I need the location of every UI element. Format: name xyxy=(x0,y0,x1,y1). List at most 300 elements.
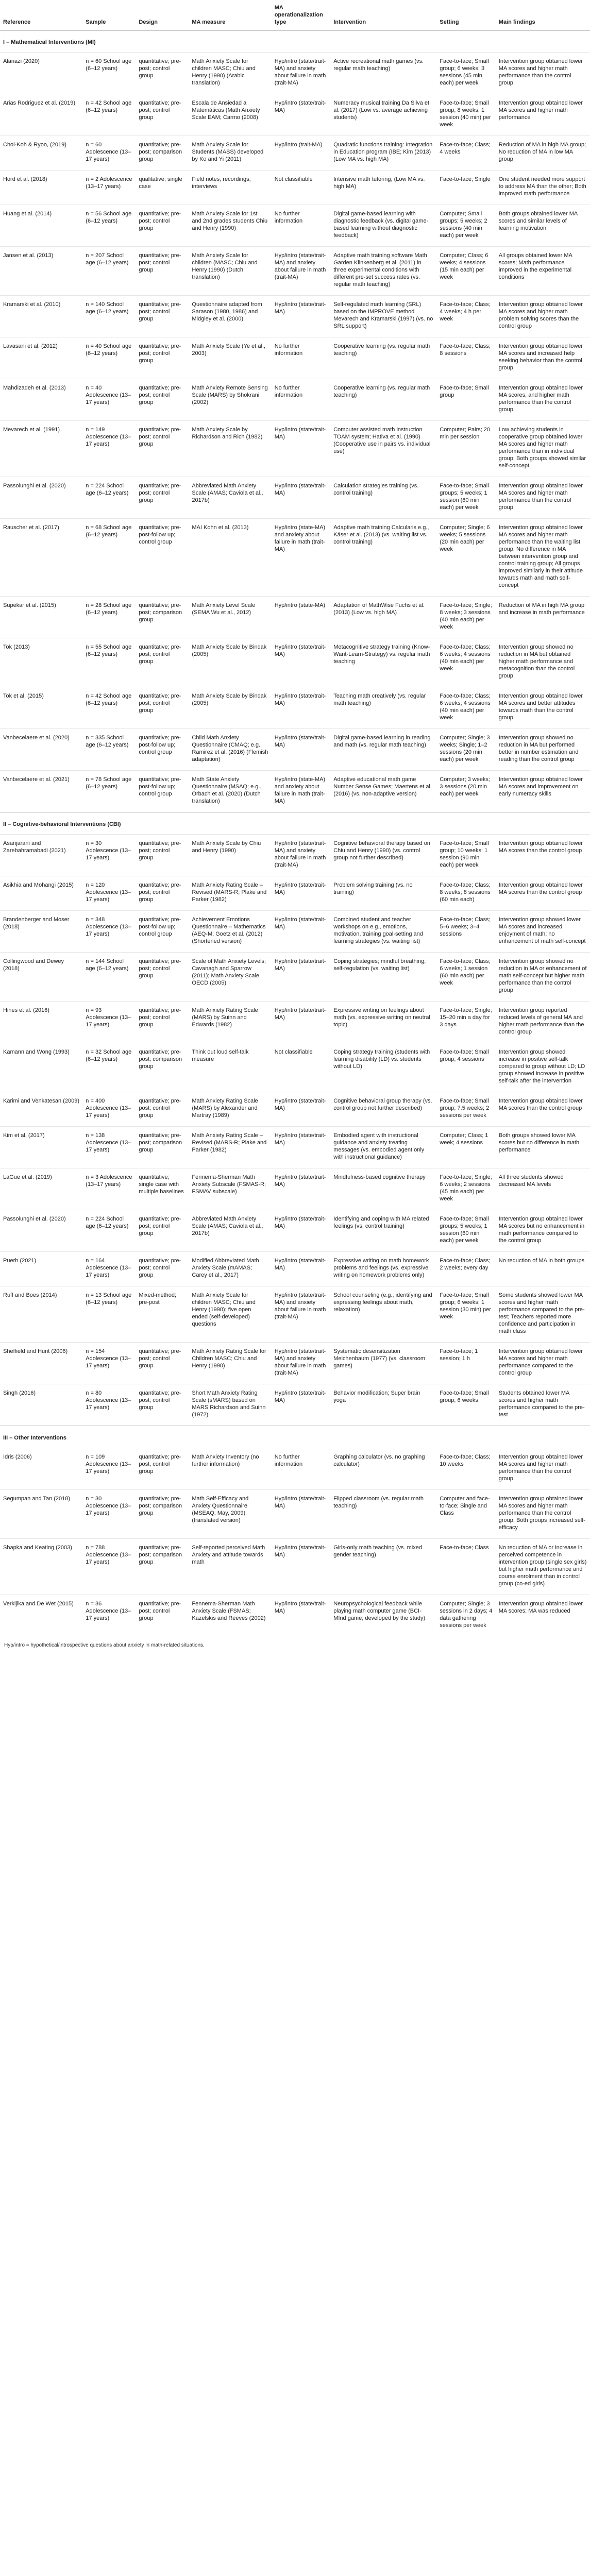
table-cell: Fennema-Sherman Math Anxiety Subscale (FSMAS-R; FSMAV subscale) xyxy=(189,1168,271,1210)
table-cell: Hyp/intro (state/trait-MA) xyxy=(272,94,331,136)
table-cell: Computer; Class; 1 week; 4 sessions xyxy=(436,1127,496,1168)
table-cell: quantitative; pre-post; control group xyxy=(136,1252,189,1286)
table-row xyxy=(0,1343,590,1384)
table-cell: Hyp/intro (state/trait-MA) xyxy=(272,729,331,771)
table-cell: Math Anxiety Scale for children MASC; Chiu and Henry (1990); five open ended (self-developed) questions xyxy=(189,1286,271,1343)
table-row xyxy=(0,379,590,421)
table-row xyxy=(0,1002,590,1043)
table-cell: n = 55 School age (6–12 years) xyxy=(82,638,136,687)
table-cell: Expressive writing on math homework problems and feelings (vs. expressive writing on homework problems only) xyxy=(330,1252,436,1286)
table-cell: n = 2 Adolescence (13–17 years) xyxy=(82,171,136,205)
column-header: Design xyxy=(136,0,189,30)
table-cell: quantitative; pre-post; comparison group xyxy=(136,136,189,171)
table-cell: quantitative; pre-post; control group xyxy=(136,247,189,296)
table-cell: Hyp/intro (state/trait-MA) xyxy=(272,1092,331,1127)
table-cell: Self-reported perceived Math Anxiety and attitude towards math xyxy=(189,1539,271,1595)
table-cell: Not classifiable xyxy=(272,1043,331,1092)
table-row xyxy=(0,911,590,953)
table-cell: n = 140 School age (6–12 years) xyxy=(82,296,136,337)
table-cell: No reduction of MA or increase in perceived competence in intervention group (single sex girls) but higher math performance and course enrolment than in control group (co-ed girls) xyxy=(496,1539,590,1595)
table-cell: Coping strategies; mindful breathing; self-regulation (vs. waiting list) xyxy=(330,953,436,1002)
table-cell: Kamann and Wong (1993) xyxy=(0,1043,82,1092)
table-cell: Ruff and Boes (2014) xyxy=(0,1286,82,1343)
table-cell: Math Anxiety Level Scale (SEMA Wu et al., 2012) xyxy=(189,597,271,638)
table-cell: quantitative; pre-post; control group xyxy=(136,953,189,1002)
table-cell: Math Self-Efficacy and Anxiety Questionnaire (MSEAQ; May, 2009) (translated version) xyxy=(189,1490,271,1539)
table-cell: Face-to-face; Small group; 4 sessions xyxy=(436,1043,496,1092)
table-cell: quantitative; pre-post; control group xyxy=(136,477,189,519)
table-cell: quantitative; pre-post; control group xyxy=(136,835,189,876)
table-cell: Hyp/intro (state/trait-MA) xyxy=(272,1252,331,1286)
table-cell: Hyp/intro (state/trait-MA) xyxy=(272,1168,331,1210)
table-cell: quantitative; pre-post; control group xyxy=(136,1448,189,1490)
table-cell: Math Anxiety Scale by Bindak (2005) xyxy=(189,638,271,687)
table-cell: Face-to-face; Small groups; 5 weeks; 1 session (60 min each) per week xyxy=(436,1210,496,1252)
table-cell: Hyp/intro (state/trait-MA) xyxy=(272,638,331,687)
table-body xyxy=(0,30,590,1637)
table-row xyxy=(0,337,590,379)
table-row xyxy=(0,876,590,911)
table-cell: Expressive writing on feelings about math (vs. expressive writing on neutral topic) xyxy=(330,1002,436,1043)
table-cell: n = 120 Adolescence (13–17 years) xyxy=(82,876,136,911)
table-cell: quantitative; pre-post; control group xyxy=(136,337,189,379)
table-cell: Math Anxiety Scale for 1st and 2nd grades students Chiu and Henry (1990) xyxy=(189,205,271,247)
table-cell: Math Anxiety Rating Scale – Revised (MARS-R; Plake and Parker (1982) xyxy=(189,876,271,911)
table-cell: quantitative; pre-post; control group xyxy=(136,1384,189,1426)
table-cell: Tok (2013) xyxy=(0,638,82,687)
table-cell: Sheffield and Hunt (2006) xyxy=(0,1343,82,1384)
table-cell: Brandenberger and Moser (2018) xyxy=(0,911,82,953)
table-cell: quantitative; pre-post; control group xyxy=(136,1210,189,1252)
table-cell: quantitative; pre-post-follow up; control group xyxy=(136,519,189,597)
table-cell: Child Math Anxiety Questionnaire (CMAQ; e.g., Ramirez et al. (2016) (Flemish adaptation) xyxy=(189,729,271,771)
table-cell: Students obtained lower MA scores and higher math performance compared to the pre-test xyxy=(496,1384,590,1426)
table-cell: Face-to-face; Class; 8 sessions xyxy=(436,337,496,379)
table-cell: Face-to-face; Single; 8 weeks; 3 sessions (40 min each) per week xyxy=(436,597,496,638)
table-cell: No reduction of MA in both groups xyxy=(496,1252,590,1286)
table-cell: Face-to-face; Class; 5–6 weeks; 3–4 sessions xyxy=(436,911,496,953)
table-cell: Computer; Pairs; 20 min per session xyxy=(436,421,496,477)
table-cell: Computer and face-to-face; Single and Class xyxy=(436,1490,496,1539)
table-cell: Tok et al. (2015) xyxy=(0,687,82,729)
table-cell: quantitative; pre-post; control group xyxy=(136,379,189,421)
table-row xyxy=(0,729,590,771)
table-cell: Hyp/intro (state/trait-MA) xyxy=(272,1490,331,1539)
section-row xyxy=(0,30,590,53)
table-cell: Graphing calculator (vs. no graphing calculator) xyxy=(330,1448,436,1490)
table-cell: quantitative; pre-post; control group xyxy=(136,876,189,911)
table-cell: n = 40 School age (6–12 years) xyxy=(82,337,136,379)
table-cell: quantitative; pre-post; control group xyxy=(136,687,189,729)
table-row xyxy=(0,1127,590,1168)
table-cell: Face-to-face; Class; 6 weeks; 4 sessions (40 min each) per week xyxy=(436,687,496,729)
table-cell: LaGue et al. (2019) xyxy=(0,1168,82,1210)
table-cell: Hyp/intro (state/trait-MA) xyxy=(272,1539,331,1595)
table-cell: Mahdizadeh et al. (2013) xyxy=(0,379,82,421)
table-cell: Digital game-based learning with diagnostic feedback (vs. digital game-based learning without diagnostic feedback) xyxy=(330,205,436,247)
column-header: Reference xyxy=(0,0,82,30)
table-cell: Arias Rodriguez et al. (2019) xyxy=(0,94,82,136)
table-row xyxy=(0,1595,590,1637)
table-cell: Hyp/intro (state/trait-MA) and anxiety about failure in math (trait-MA) xyxy=(272,53,331,94)
table-cell: n = 224 School age (6–12 years) xyxy=(82,1210,136,1252)
table-cell: Math Anxiety Scale by Richardson and Rich (1982) xyxy=(189,421,271,477)
table-row xyxy=(0,1092,590,1127)
table-cell: Intensive math tutoring; (Low MA vs. high MA) xyxy=(330,171,436,205)
table-cell: n = 30 Adolescence (13–17 years) xyxy=(82,1490,136,1539)
table-cell: Math Anxiety Scale for Students (MASS) developed by Ko and Yi (2011) xyxy=(189,136,271,171)
table-cell: Hyp/intro (state/trait-MA) xyxy=(272,1002,331,1043)
table-cell: Hyp/intro (trait-MA) xyxy=(272,136,331,171)
table-cell: Hyp/intro (state/trait-MA) xyxy=(272,1595,331,1637)
table-cell: Singh (2016) xyxy=(0,1384,82,1426)
table-cell: Cognitive behavioral therapy based on Chiu and Henry (1990) (vs. control group not further described) xyxy=(330,835,436,876)
table-cell: Vanbecelaere et al. (2021) xyxy=(0,771,82,812)
table-cell: Problem solving training (vs. no training) xyxy=(330,876,436,911)
table-cell: Face-to-face; Small groups; 5 weeks; 1 session (60 min each) per week xyxy=(436,477,496,519)
column-header: MA measure xyxy=(189,0,271,30)
table-cell: n = 32 School age (6–12 years) xyxy=(82,1043,136,1092)
table-cell: Abbreviated Math Anxiety Scale (AMAS; Caviola et al., 2017b) xyxy=(189,477,271,519)
table-cell: Hyp/intro (state/trait-MA) xyxy=(272,876,331,911)
table-cell: Passolunghi et al. (2020) xyxy=(0,477,82,519)
table-row xyxy=(0,519,590,597)
table-cell: Hyp/intro (state/trait-MA) and anxiety about failure in math (trait-MA) xyxy=(272,1286,331,1343)
table-cell: Face-to-face; Class xyxy=(436,1539,496,1595)
table-cell: No further information xyxy=(272,337,331,379)
table-header xyxy=(0,0,590,30)
table-row xyxy=(0,136,590,171)
table-cell: n = 224 School age (6–12 years) xyxy=(82,477,136,519)
table-cell: n = 788 Adolescence (13–17 years) xyxy=(82,1539,136,1595)
table-row xyxy=(0,1286,590,1343)
table-cell: Face-to-face; Small group xyxy=(436,379,496,421)
table-cell: Passolunghi et al. (2020) xyxy=(0,1210,82,1252)
table-cell: n = 40 Adolescence (13–17 years) xyxy=(82,379,136,421)
table-cell: Combined student and teacher workshops on e.g., emotions, motivation, training goal-setting and learning strategies (vs. waiting list) xyxy=(330,911,436,953)
table-cell: Hyp/intro (state-MA) and anxiety about failure in math (trait-MA) xyxy=(272,519,331,597)
table-cell: Face-to-face; Small group; 10 weeks; 1 session (90 min each) per week xyxy=(436,835,496,876)
table-row xyxy=(0,771,590,812)
table-cell: Mixed-method; pre-post xyxy=(136,1286,189,1343)
table-cell: Adaptation of MathWise Fuchs et al. (2013) (Low vs. high MA) xyxy=(330,597,436,638)
table-cell: Short Math Anxiety Rating Scale (sMARS) based on MARS Richardson and Suinn (1972) xyxy=(189,1384,271,1426)
table-cell: Idris (2006) xyxy=(0,1448,82,1490)
table-cell: Intervention group obtained lower MA scores, and higher math performance than the control group xyxy=(496,379,590,421)
table-cell: n = 80 Adolescence (13–17 years) xyxy=(82,1384,136,1426)
table-cell: quantitative; pre-post; comparison group xyxy=(136,1490,189,1539)
table-cell: Numeracy musical training Da Silva et al. (2017) (Low vs. average achieving students) xyxy=(330,94,436,136)
table-cell: Segumpan and Tan (2018) xyxy=(0,1490,82,1539)
table-cell: Asanjarani and Zarebahramabadi (2021) xyxy=(0,835,82,876)
table-cell: Face-to-face; Small group; 6 weeks xyxy=(436,1384,496,1426)
table-cell: Shapka and Keating (2003) xyxy=(0,1539,82,1595)
table-cell: Think out loud self-talk measure xyxy=(189,1043,271,1092)
table-cell: Adaptive educational math game Number Sense Games; Maertens et al. (2016) (vs. non-adaptive version) xyxy=(330,771,436,812)
table-cell: Rauscher et al. (2017) xyxy=(0,519,82,597)
table-row xyxy=(0,1043,590,1092)
table-cell: No further information xyxy=(272,205,331,247)
table-row xyxy=(0,687,590,729)
table-cell: Active recreational math games (vs. regular math teaching) xyxy=(330,53,436,94)
table-cell: Digital game-based learning in reading and math (vs. regular math teaching) xyxy=(330,729,436,771)
table-cell: n = 60 School age (6–12 years) xyxy=(82,53,136,94)
table-row xyxy=(0,638,590,687)
column-header: MA operationalization type xyxy=(272,0,331,30)
table-cell: Math State Anxiety Questionnaire (MSAQ; e.g., Orbach et al. (2020) (Dutch translation) xyxy=(189,771,271,812)
table-cell: Mevarech et al. (1991) xyxy=(0,421,82,477)
table-cell: quantitative; pre-post-follow up; control group xyxy=(136,729,189,771)
table-cell: All groups obtained lower MA scores; Math performance improved in the experimental conditions xyxy=(496,247,590,296)
table-cell: Hyp/intro (state/trait-MA) and anxiety about failure in math (trait-MA) xyxy=(272,1343,331,1384)
table-cell: Intervention group obtained lower MA scores and improvement on early numeracy skills xyxy=(496,771,590,812)
table-cell: Low achieving students in cooperative group obtained lower MA scores and higher math performance than in individual group; Both groups showed similar self-concept xyxy=(496,421,590,477)
table-cell: n = 144 School age (6–12 years) xyxy=(82,953,136,1002)
table-cell: Girls-only math teaching (vs. mixed gender teaching) xyxy=(330,1539,436,1595)
table-cell: quantitative; pre-post; control group xyxy=(136,1002,189,1043)
table-row xyxy=(0,1384,590,1426)
table-cell: Vanbecelaere et al. (2020) xyxy=(0,729,82,771)
table-cell: Hyp/intro (state/trait-MA) xyxy=(272,421,331,477)
table-cell: MAI Kohn et al. (2013) xyxy=(189,519,271,597)
table-row xyxy=(0,53,590,94)
table-cell: Intervention group reported reduced levels of general MA and higher math performance than the control group xyxy=(496,1002,590,1043)
table-cell: No further information xyxy=(272,379,331,421)
table-cell: Intervention group obtained lower MA scores and higher math performance compared to the control group xyxy=(496,1343,590,1384)
table-cell: Face-to-face; Small group; 6 weeks; 3 sessions (45 min each) per week xyxy=(436,53,496,94)
table-cell: n = 109 Adolescence (13–17 years) xyxy=(82,1448,136,1490)
table-cell: Mindfulness-based cognitive therapy xyxy=(330,1168,436,1210)
table-cell: n = 335 School age (6–12 years) xyxy=(82,729,136,771)
table-row xyxy=(0,171,590,205)
table-cell: Intervention group obtained lower MA scores but no enhancement in math performance compared to the control group xyxy=(496,1210,590,1252)
table-cell: Intervention group obtained lower MA scores and higher math performance than the control group xyxy=(496,1448,590,1490)
table-cell: n = 138 Adolescence (13–17 years) xyxy=(82,1127,136,1168)
table-cell: Face-to-face; Class; 6 weeks; 1 session (60 min each) per week xyxy=(436,953,496,1002)
table-row xyxy=(0,421,590,477)
table-cell: n = 400 Adolescence (13–17 years) xyxy=(82,1092,136,1127)
table-cell: Scale of Math Anxiety Levels; Cavanagh and Sparrow (2011); Math Anxiety Scale OECD (2005) xyxy=(189,953,271,1002)
table-cell: Computer; 3 weeks; 3 sessions (20 min each) per week xyxy=(436,771,496,812)
table-cell: Face-to-face; Class; 10 weeks xyxy=(436,1448,496,1490)
table-cell: Reduction of MA in high MA group; No reduction of MA in low MA group xyxy=(496,136,590,171)
table-cell: quantitative; pre-post; control group xyxy=(136,1595,189,1637)
table-cell: Fennema-Sherman Math Anxiety Scale (FSMAS; Kazelskis and Reeves (2002) xyxy=(189,1595,271,1637)
table-cell: All three students showed decreased MA levels xyxy=(496,1168,590,1210)
table-cell: quantitative; pre-post; control group xyxy=(136,1343,189,1384)
section-title: I – Mathematical Interventions (MI) xyxy=(0,30,590,53)
table-cell: Flipped classroom (vs. regular math teaching) xyxy=(330,1490,436,1539)
table-cell: Intervention group showed no reduction in MA but obtained higher math performance and metacognition than the control group xyxy=(496,638,590,687)
table-cell: Neuropsychological feedback while playing math computer game (BCI-MInd game; developed by the study) xyxy=(330,1595,436,1637)
table-cell: Hyp/intro (state/trait-MA) xyxy=(272,1384,331,1426)
table-cell: Intervention group obtained lower MA scores and higher math performance than the control group xyxy=(496,477,590,519)
table-cell: Cooperative learning (vs. regular math teaching) xyxy=(330,337,436,379)
table-cell: Intervention group obtained lower MA scores than the control group xyxy=(496,835,590,876)
table-cell: Math Anxiety Scale by Chiu and Henry (1990) xyxy=(189,835,271,876)
table-cell: Hines et al. (2016) xyxy=(0,1002,82,1043)
table-cell: Collingwood and Dewey (2018) xyxy=(0,953,82,1002)
column-header: Sample xyxy=(82,0,136,30)
table-row xyxy=(0,296,590,337)
table-cell: Metacognitive strategy training (Know-Want-Learn-Strategy) vs. regular math teaching xyxy=(330,638,436,687)
section-row xyxy=(0,812,590,835)
table-cell: Lavasani et al. (2012) xyxy=(0,337,82,379)
table-cell: n = 78 School age (6–12 years) xyxy=(82,771,136,812)
table-cell: n = 154 Adolescence (13–17 years) xyxy=(82,1343,136,1384)
table-cell: Abbreviated Math Anxiety Scale (AMAS; Caviola et al., 2017b) xyxy=(189,1210,271,1252)
section-row xyxy=(0,1426,590,1448)
table-cell: quantitative; pre-post-follow up; control group xyxy=(136,911,189,953)
section-title: II – Cognitive-behavioral Interventions (CBI) xyxy=(0,812,590,835)
table-cell: Computer; Small groups; 5 weeks; 2 sessions (40 min each) per week xyxy=(436,205,496,247)
table-cell: Hyp/intro (state/trait-MA) xyxy=(272,1210,331,1252)
table-cell: Face-to-face; Small group; 8 weeks; 1 session (40 min) per week xyxy=(436,94,496,136)
table-cell: Intervention group obtained lower MA scores than the control group xyxy=(496,876,590,911)
table-cell: Face-to-face; Small group; 6 weeks; 1 session (30 min) per week xyxy=(436,1286,496,1343)
table-cell: Intervention group obtained lower MA scores and higher math performance than the waiting list group; No difference in MA between intervention group and control training group; All groups improved similarly in their attitude towards math and math self-concept xyxy=(496,519,590,597)
table-cell: Adaptive math training software Math Garden Klinkenberg et al. (2011) in three experimental conditions with different pre-set success rates (vs. regular math teaching) xyxy=(330,247,436,296)
table-cell: Intervention group obtained lower MA scores and higher math performance than the control group; Both groups increased self-efficacy xyxy=(496,1490,590,1539)
table-cell: Math Anxiety Rating Scale (MARS) by Alexander and Martray (1989) xyxy=(189,1092,271,1127)
section-title: III – Other Interventions xyxy=(0,1426,590,1448)
table-cell: Math Anxiety Scale for children MASC; Chiu and Henry (1990) (Arabic translation) xyxy=(189,53,271,94)
column-header: Intervention xyxy=(330,0,436,30)
table-row xyxy=(0,1539,590,1595)
table-cell: Some students showed lower MA scores and higher math performance compared to the pre-test; Teachers reported more confidence and participation in math class xyxy=(496,1286,590,1343)
table-cell: Kim et al. (2017) xyxy=(0,1127,82,1168)
table-cell: Quadratic functions training: Integration in Education program (IBE; Kim (2013) (Low MA vs. high MA) xyxy=(330,136,436,171)
table-cell: Hyp/intro (state/trait-MA) xyxy=(272,953,331,1002)
table-cell: Face-to-face; Class; 8 weeks; 8 sessions (60 min each) xyxy=(436,876,496,911)
table-cell: Hyp/intro (state/trait-MA) xyxy=(272,687,331,729)
table-cell: n = 93 Adolescence (13–17 years) xyxy=(82,1002,136,1043)
table-cell: n = 13 School age (6–12 years) xyxy=(82,1286,136,1343)
table-cell: Computer; Single; 6 weeks; 5 sessions (20 min each) per week xyxy=(436,519,496,597)
table-cell: School counseling (e.g., identifying and expressing feelings about math, relaxation) xyxy=(330,1286,436,1343)
table-cell: Kramarski et al. (2010) xyxy=(0,296,82,337)
table-cell: Computer; Class; 6 weeks; 4 sessions (15 min each) per week xyxy=(436,247,496,296)
table-cell: Hyp/intro (state-MA) and anxiety about failure in math (trait-MA) xyxy=(272,771,331,812)
table-cell: Huang et al. (2014) xyxy=(0,205,82,247)
table-cell: quantitative; pre-post; control group xyxy=(136,53,189,94)
header-row xyxy=(0,0,590,30)
table-cell: n = 348 Adolescence (13–17 years) xyxy=(82,911,136,953)
table-cell: quantitative; pre-post-follow up; control group xyxy=(136,771,189,812)
table-cell: quantitative; pre-post; control group xyxy=(136,1092,189,1127)
table-cell: Face-to-face; Class; 6 weeks; 4 sessions (40 min each) per week xyxy=(436,638,496,687)
table-cell: quantitative; pre-post; control group xyxy=(136,421,189,477)
table-cell: Karimi and Venkatesan (2009) xyxy=(0,1092,82,1127)
table-cell: n = 42 School age (6–12 years) xyxy=(82,687,136,729)
table-cell: Math Anxiety Rating Scale for Children MASC; Chiu and Henry (1990) xyxy=(189,1343,271,1384)
table-cell: Embodied agent with instructional guidance and anxiety treating messages (vs. embodied agent only with instructional guidance) xyxy=(330,1127,436,1168)
table-cell: Face-to-face; Class; 4 weeks xyxy=(436,136,496,171)
table-row xyxy=(0,477,590,519)
table-cell: Computer assisted math instruction TOAM system; Hativa et al. (1990) (Cooperative use in pairs vs. individual use) xyxy=(330,421,436,477)
table-row xyxy=(0,953,590,1002)
table-cell: quantitative; pre-post; comparison group xyxy=(136,1043,189,1092)
table-cell: Intervention group obtained lower MA scores and increased help seeking behavior than the control group xyxy=(496,337,590,379)
table-cell: quantitative; pre-post; comparison group xyxy=(136,1127,189,1168)
table-row xyxy=(0,247,590,296)
table-cell: quantitative; pre-post; comparison group xyxy=(136,1539,189,1595)
table-cell: Hord et al. (2018) xyxy=(0,171,82,205)
table-cell: Hyp/intro (state/trait-MA) xyxy=(272,911,331,953)
table-cell: Face-to-face; Single; 6 weeks; 2 sessions (45 min each) per week xyxy=(436,1168,496,1210)
table-cell: Calculation strategies training (vs. control training) xyxy=(330,477,436,519)
table-cell: Achievement Emotions Questionnaire – Mathematics (AEQ-M; Goetz et al. (2012) (Shortened version) xyxy=(189,911,271,953)
table-cell: n = 36 Adolescence (13–17 years) xyxy=(82,1595,136,1637)
table-cell: n = 42 School age (6–12 years) xyxy=(82,94,136,136)
table-cell: No further information xyxy=(272,1448,331,1490)
table-cell: n = 30 Adolescence (13–17 years) xyxy=(82,835,136,876)
table-cell: Intervention group showed no reduction in MA or enhancement of math self-concept but higher math performance than the control group xyxy=(496,953,590,1002)
table-cell: Escala de Ansiedad a Matemáticas (Math Anxiety Scale EAM; Carmo (2008) xyxy=(189,94,271,136)
table-cell: Field notes, recordings; interviews xyxy=(189,171,271,205)
table-cell: Face-to-face; Single xyxy=(436,171,496,205)
table-cell: Intervention group obtained lower MA scores and higher math performance xyxy=(496,94,590,136)
table-cell: Puerh (2021) xyxy=(0,1252,82,1286)
table-cell: Math Anxiety Inventory (no further information) xyxy=(189,1448,271,1490)
table-cell: Both groups obtained lower MA scores and similar levels of learning motivation xyxy=(496,205,590,247)
table-row xyxy=(0,1168,590,1210)
table-cell: Math Anxiety Scale (Ye et al., 2003) xyxy=(189,337,271,379)
table-cell: Hyp/intro (state-MA) xyxy=(272,597,331,638)
column-header: Main findings xyxy=(496,0,590,30)
table-cell: quantitative; pre-post; control group xyxy=(136,94,189,136)
table-cell: Asikhia and Mohangi (2015) xyxy=(0,876,82,911)
table-cell: Hyp/intro (state/trait-MA) and anxiety about failure in math (trait-MA) xyxy=(272,247,331,296)
table-cell: Systematic desensitization Meichenbaum (1977) (vs. classroom games) xyxy=(330,1343,436,1384)
table-cell: qualitative; single case xyxy=(136,171,189,205)
table-cell: Math Anxiety Scale for children (MASC; Chiu and Henry (1990) (Dutch translation) xyxy=(189,247,271,296)
table-cell: Face-to-face; Small group; 7.5 weeks; 2 sessions per week xyxy=(436,1092,496,1127)
table-cell: Cognitive behavioral group therapy (vs. control group not further described) xyxy=(330,1092,436,1127)
table-cell: Behavior modification; Super brain yoga xyxy=(330,1384,436,1426)
table-row xyxy=(0,835,590,876)
table-cell: n = 3 Adolescence (13–17 years) xyxy=(82,1168,136,1210)
table-footnote: Hyp/intro = hypothetical/introspective questions about anxiety in math-related situations. xyxy=(4,1642,205,1648)
table-cell: Math Anxiety Remote Sensing Scale (MARS) by Shokrani (2002) xyxy=(189,379,271,421)
table-cell: quantitative; pre-post; comparison group xyxy=(136,597,189,638)
table-cell: Intervention group obtained lower MA scores and higher math performance than the control group xyxy=(496,53,590,94)
table-cell: Computer; Single; 3 sessions in 2 days; 4 data gathering sessions per week xyxy=(436,1595,496,1637)
table-cell: n = 68 School age (6–12 years) xyxy=(82,519,136,597)
table-cell: Math Anxiety Rating Scale – Revised (MARS-R; Plake and Parker (1982) xyxy=(189,1127,271,1168)
table-row xyxy=(0,94,590,136)
table-cell: n = 164 Adolescence (13–17 years) xyxy=(82,1252,136,1286)
table-cell: Jansen et al. (2013) xyxy=(0,247,82,296)
table-cell: Both groups showed lower MA scores but no difference in math performance xyxy=(496,1127,590,1168)
table-row xyxy=(0,1210,590,1252)
table-cell: n = 60 Adolescence (13–17 years) xyxy=(82,136,136,171)
table-cell: Hyp/intro (state/trait-MA) xyxy=(272,477,331,519)
table-cell: quantitative; pre-post; control group xyxy=(136,638,189,687)
table-cell: Face-to-face; Class; 4 weeks; 4 h per week xyxy=(436,296,496,337)
table-cell: Math Anxiety Rating Scale (MARS) by Suinn and Edwards (1982) xyxy=(189,1002,271,1043)
table-cell: Self-regulated math learning (SRL) based on the IMPROVE method Mevarech and Kramarski (1997) (vs. no SRL support) xyxy=(330,296,436,337)
table-cell: Verkijika and De Wet (2015) xyxy=(0,1595,82,1637)
table-cell: Teaching math creatively (vs. regular math teaching) xyxy=(330,687,436,729)
table-row xyxy=(0,1490,590,1539)
table-cell: Reduction of MA in high MA group and increase in math performance xyxy=(496,597,590,638)
table-cell: Intervention group showed no reduction in MA but performed better in number estimation and reading than the control group xyxy=(496,729,590,771)
table-cell: Face-to-face; 1 session; 1 h xyxy=(436,1343,496,1384)
table-row xyxy=(0,1448,590,1490)
table-cell: Cooperative learning (vs. regular math teaching) xyxy=(330,379,436,421)
table-cell: Face-to-face; Class; 2 weeks; every day xyxy=(436,1252,496,1286)
